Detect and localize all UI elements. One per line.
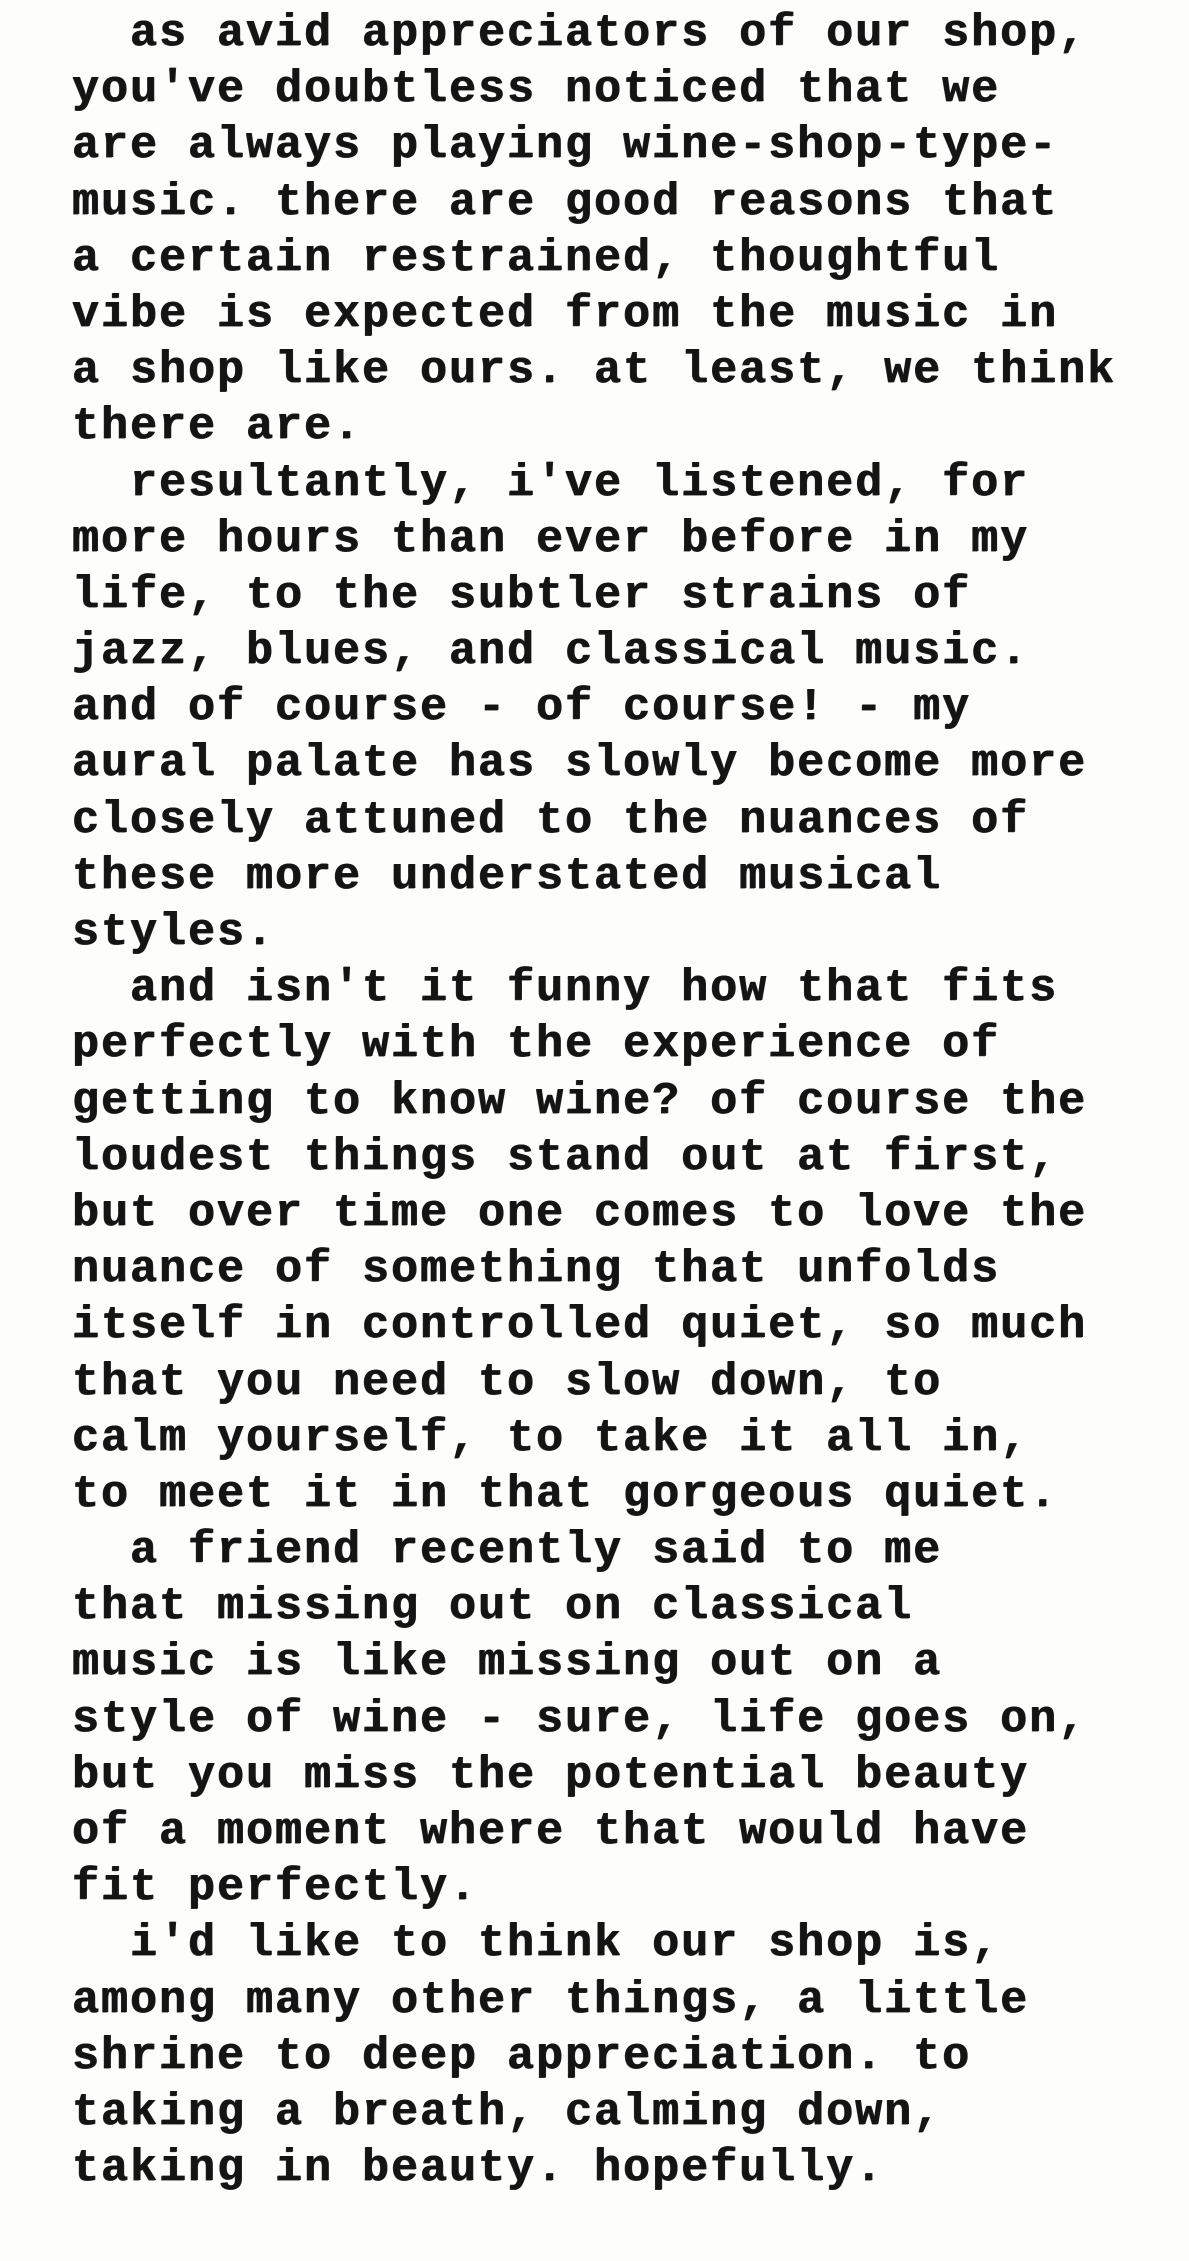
text-line: vibe is expected from the music in: [72, 288, 1059, 340]
text-line: that you need to slow down, to: [72, 1356, 943, 1408]
body-text: [72, 6, 1182, 2197]
text-line: i'd like to think our shop is,: [72, 1918, 1001, 1970]
text-line: of a moment where that would have: [72, 1806, 1030, 1857]
text-line: but you miss the potential beauty: [72, 1749, 1030, 1801]
text-line: perfectly with the experience of: [72, 1019, 1001, 1071]
text-line: among many other things, a little: [72, 1974, 1030, 2026]
paragraph-5: [72, 1916, 1182, 2197]
text-line: and isn't it funny how that fits: [72, 963, 1059, 1015]
paragraph-3: [72, 961, 1182, 1523]
paragraph-4: [72, 1523, 1182, 1916]
text-line: life, to the subtler strains of: [72, 569, 972, 621]
text-line: calm yourself, to take it all in,: [72, 1412, 1030, 1464]
text-line: taking in beauty. hopefully.: [72, 2143, 885, 2195]
paragraph-1: [72, 6, 1182, 456]
text-line: a certain restrained, thoughtful: [72, 232, 1001, 284]
text-line: and of course - of course! - my: [72, 682, 972, 734]
text-line: shrine to deep appreciation. to: [72, 2030, 972, 2082]
text-line: closely attuned to the nuances of: [72, 794, 1030, 846]
text-line: loudest things stand out at first,: [72, 1131, 1059, 1183]
text-line: are always playing wine-shop-type-: [72, 120, 1059, 172]
text-line: music. there are good reasons that: [72, 176, 1059, 228]
paragraph-2: [72, 456, 1182, 962]
text-line: fit perfectly.: [72, 1862, 479, 1914]
text-line: to meet it in that gorgeous quiet.: [72, 1468, 1059, 1520]
text-line: a shop like ours. at least, we think: [72, 345, 1117, 397]
text-line: these more understated musical: [72, 850, 943, 902]
text-line: styles.: [72, 907, 276, 958]
text-line: getting to know wine? of course the: [72, 1075, 1088, 1127]
text-line: there are.: [72, 401, 363, 453]
text-line: style of wine - sure, life goes on,: [72, 1693, 1088, 1745]
text-line: music is like missing out on a: [72, 1637, 943, 1689]
text-line: jazz, blues, and classical music.: [72, 626, 1030, 678]
text-line: a friend recently said to me: [72, 1525, 943, 1577]
text-line: aural palate has slowly become more: [72, 738, 1088, 790]
text-line: but over time one comes to love the: [72, 1187, 1088, 1239]
text-line: taking a breath, calming down,: [72, 2086, 943, 2138]
text-line: nuance of something that unfolds: [72, 1244, 1001, 1296]
text-line: as avid appreciators of our shop,: [72, 8, 1088, 59]
text-line: more hours than ever before in my: [72, 513, 1030, 565]
text-line: you've doubtless noticed that we: [72, 64, 1001, 116]
text-line: resultantly, i've listened, for: [72, 457, 1030, 509]
text-line: that missing out on classical: [72, 1581, 914, 1633]
text-line: itself in controlled quiet, so much: [72, 1300, 1088, 1352]
